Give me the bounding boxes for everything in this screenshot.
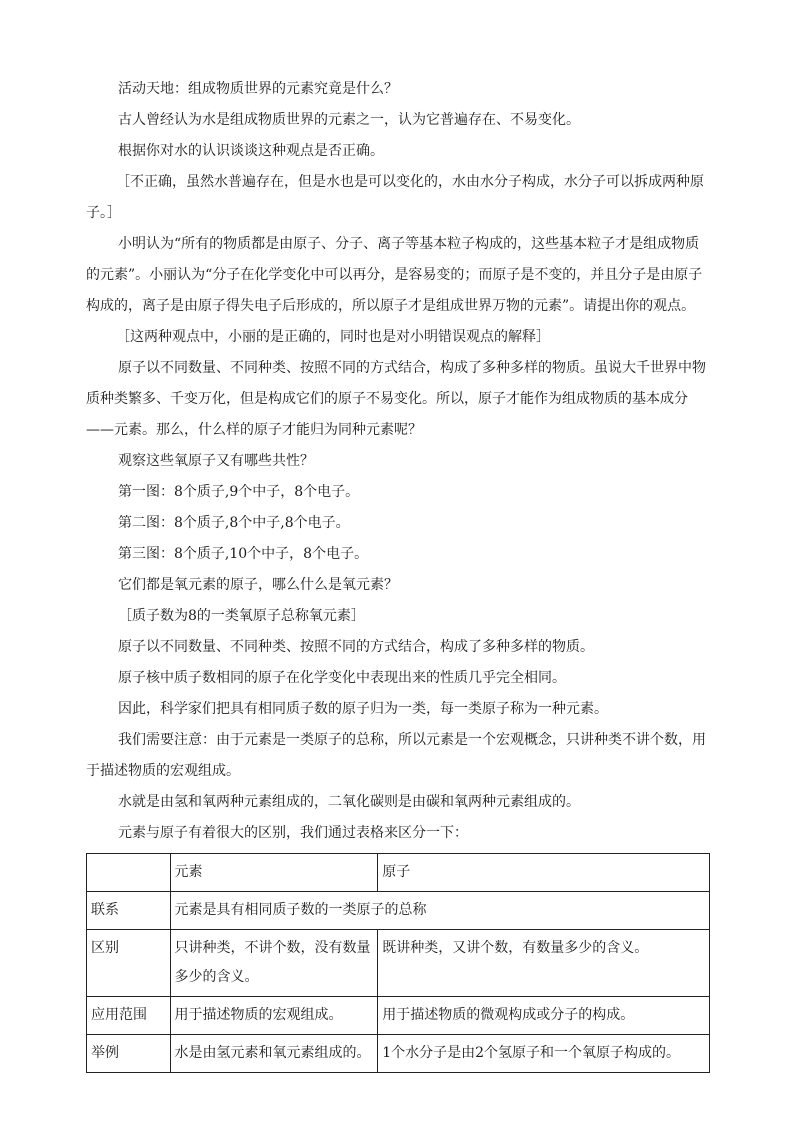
table-row-label: 举例 xyxy=(87,1035,171,1073)
paragraph-element-definition: 因此，科学家们把具有相同质子数的原子归为一类，每一类原子称为一种元素。 xyxy=(118,701,608,717)
table-row xyxy=(87,930,710,997)
table-cell: 元素是具有相同质子数的一类原子的总称 xyxy=(170,892,709,930)
table-cell: 用于描述物质的宏观组成。 xyxy=(170,997,378,1035)
paragraph-oxygen-element-question: 它们都是氧元素的原子，哪么什么是氧元素？ xyxy=(118,577,398,593)
table-row-label: 联系 xyxy=(87,892,171,930)
paragraph-table-intro: 元素与原子有着很大的区别，我们通过表格来区分一下： xyxy=(118,825,468,841)
paragraph-answer-3: ［质子数为8的一类氧原子总称氧元素］ xyxy=(118,608,365,624)
table-header-cell: 原子 xyxy=(378,854,710,892)
table-cell: 水是由氢元素和氧元素组成的。 xyxy=(170,1035,378,1073)
paragraph-figure-3: 第三图：8个质子,10个中子，8个电子。 xyxy=(118,546,369,562)
paragraph-atoms-combine: 原子以不同数量、不同种类、按照不同的方式结合，构成了多种多样的物质。虽说大千世界中物质种类繁多、千变万化，但是构成它们的原子不易变化。所以，原子才能作为组成物质的基本成分——元素。那么，什么样的原子才能归为同种元素呢？ xyxy=(86,360,706,438)
paragraph-activity-title: 活动天地：组成物质世界的元素究竟是什么？ xyxy=(118,81,398,97)
table-row xyxy=(87,1035,710,1073)
paragraph-observe-oxygen: 观察这些氧原子又有哪些共性？ xyxy=(118,453,314,469)
document-page xyxy=(86,74,710,1073)
paragraph-figure-2: 第二图：8个质子,8个中子,8个电子。 xyxy=(118,515,350,531)
table-row-label: 应用范围 xyxy=(87,997,171,1035)
table-cell: 1个水分子是由2个氢原子和一个氧原子构成的。 xyxy=(378,1035,710,1073)
table-cell: 既讲种类，又讲个数，有数量多少的含义。 xyxy=(378,930,710,997)
table-header-cell xyxy=(87,854,171,892)
table-header-cell: 元素 xyxy=(170,854,378,892)
paragraph-figure-1: 第一图：8个质子,9个中子，8个电子。 xyxy=(118,484,360,500)
body-text xyxy=(86,74,710,849)
table-row xyxy=(87,892,710,930)
table-header-row xyxy=(87,854,710,892)
paragraph-question: 根据你对水的认识谈谈这种观点是否正确。 xyxy=(118,143,384,159)
paragraph-ancient-view: 古人曾经认为水是组成物质世界的元素之一，认为它普遍存在、不易变化。 xyxy=(118,112,580,128)
paragraph-note: 我们需要注意：由于元素是一类原子的总称，所以元素是一个宏观概念，只讲种类不讲个数，用于描述物质的宏观组成。 xyxy=(86,732,706,779)
table-cell: 只讲种类，不讲个数，没有数量多少的含义。 xyxy=(170,930,378,997)
paragraph-answer-2: ［这两种观点中，小丽的是正确的，同时也是对小明错误观点的解释］ xyxy=(116,329,550,345)
paragraph-examples: 水就是由氢和氧两种元素组成的，二氧化碳则是由碳和氧两种元素组成的。 xyxy=(118,794,580,810)
table-row xyxy=(87,997,710,1035)
table-cell: 用于描述物质的微观构成或分子的构成。 xyxy=(378,997,710,1035)
paragraph-answer-1: ［不正确，虽然水普遍存在，但是水也是可以变化的，水由水分子构成，水分子可以拆成两种原子。］ xyxy=(86,174,704,221)
paragraph-xiaoming-xiaoli: 小明认为“所有的物质都是由原子、分子、离子等基本粒子构成的，这些基本粒子才是组成物质的元素”。小丽认为“分子在化学变化中可以再分，是容易变的；而原子是不变的，并且分子是由原子构成的，离子是由原子得失电子后形成的，所以原子才是组成世界万物的元素”。请提出你的观点。 xyxy=(86,236,703,314)
table-row-label: 区别 xyxy=(87,930,171,997)
paragraph-proton-number: 原子核中质子数相同的原子在化学变化中表现出来的性质几乎完全相同。 xyxy=(118,670,566,686)
paragraph-atoms-combine-2: 原子以不同数量、不同种类、按照不同的方式结合，构成了多种多样的物质。 xyxy=(118,639,594,655)
element-atom-comparison-table xyxy=(86,853,710,1073)
